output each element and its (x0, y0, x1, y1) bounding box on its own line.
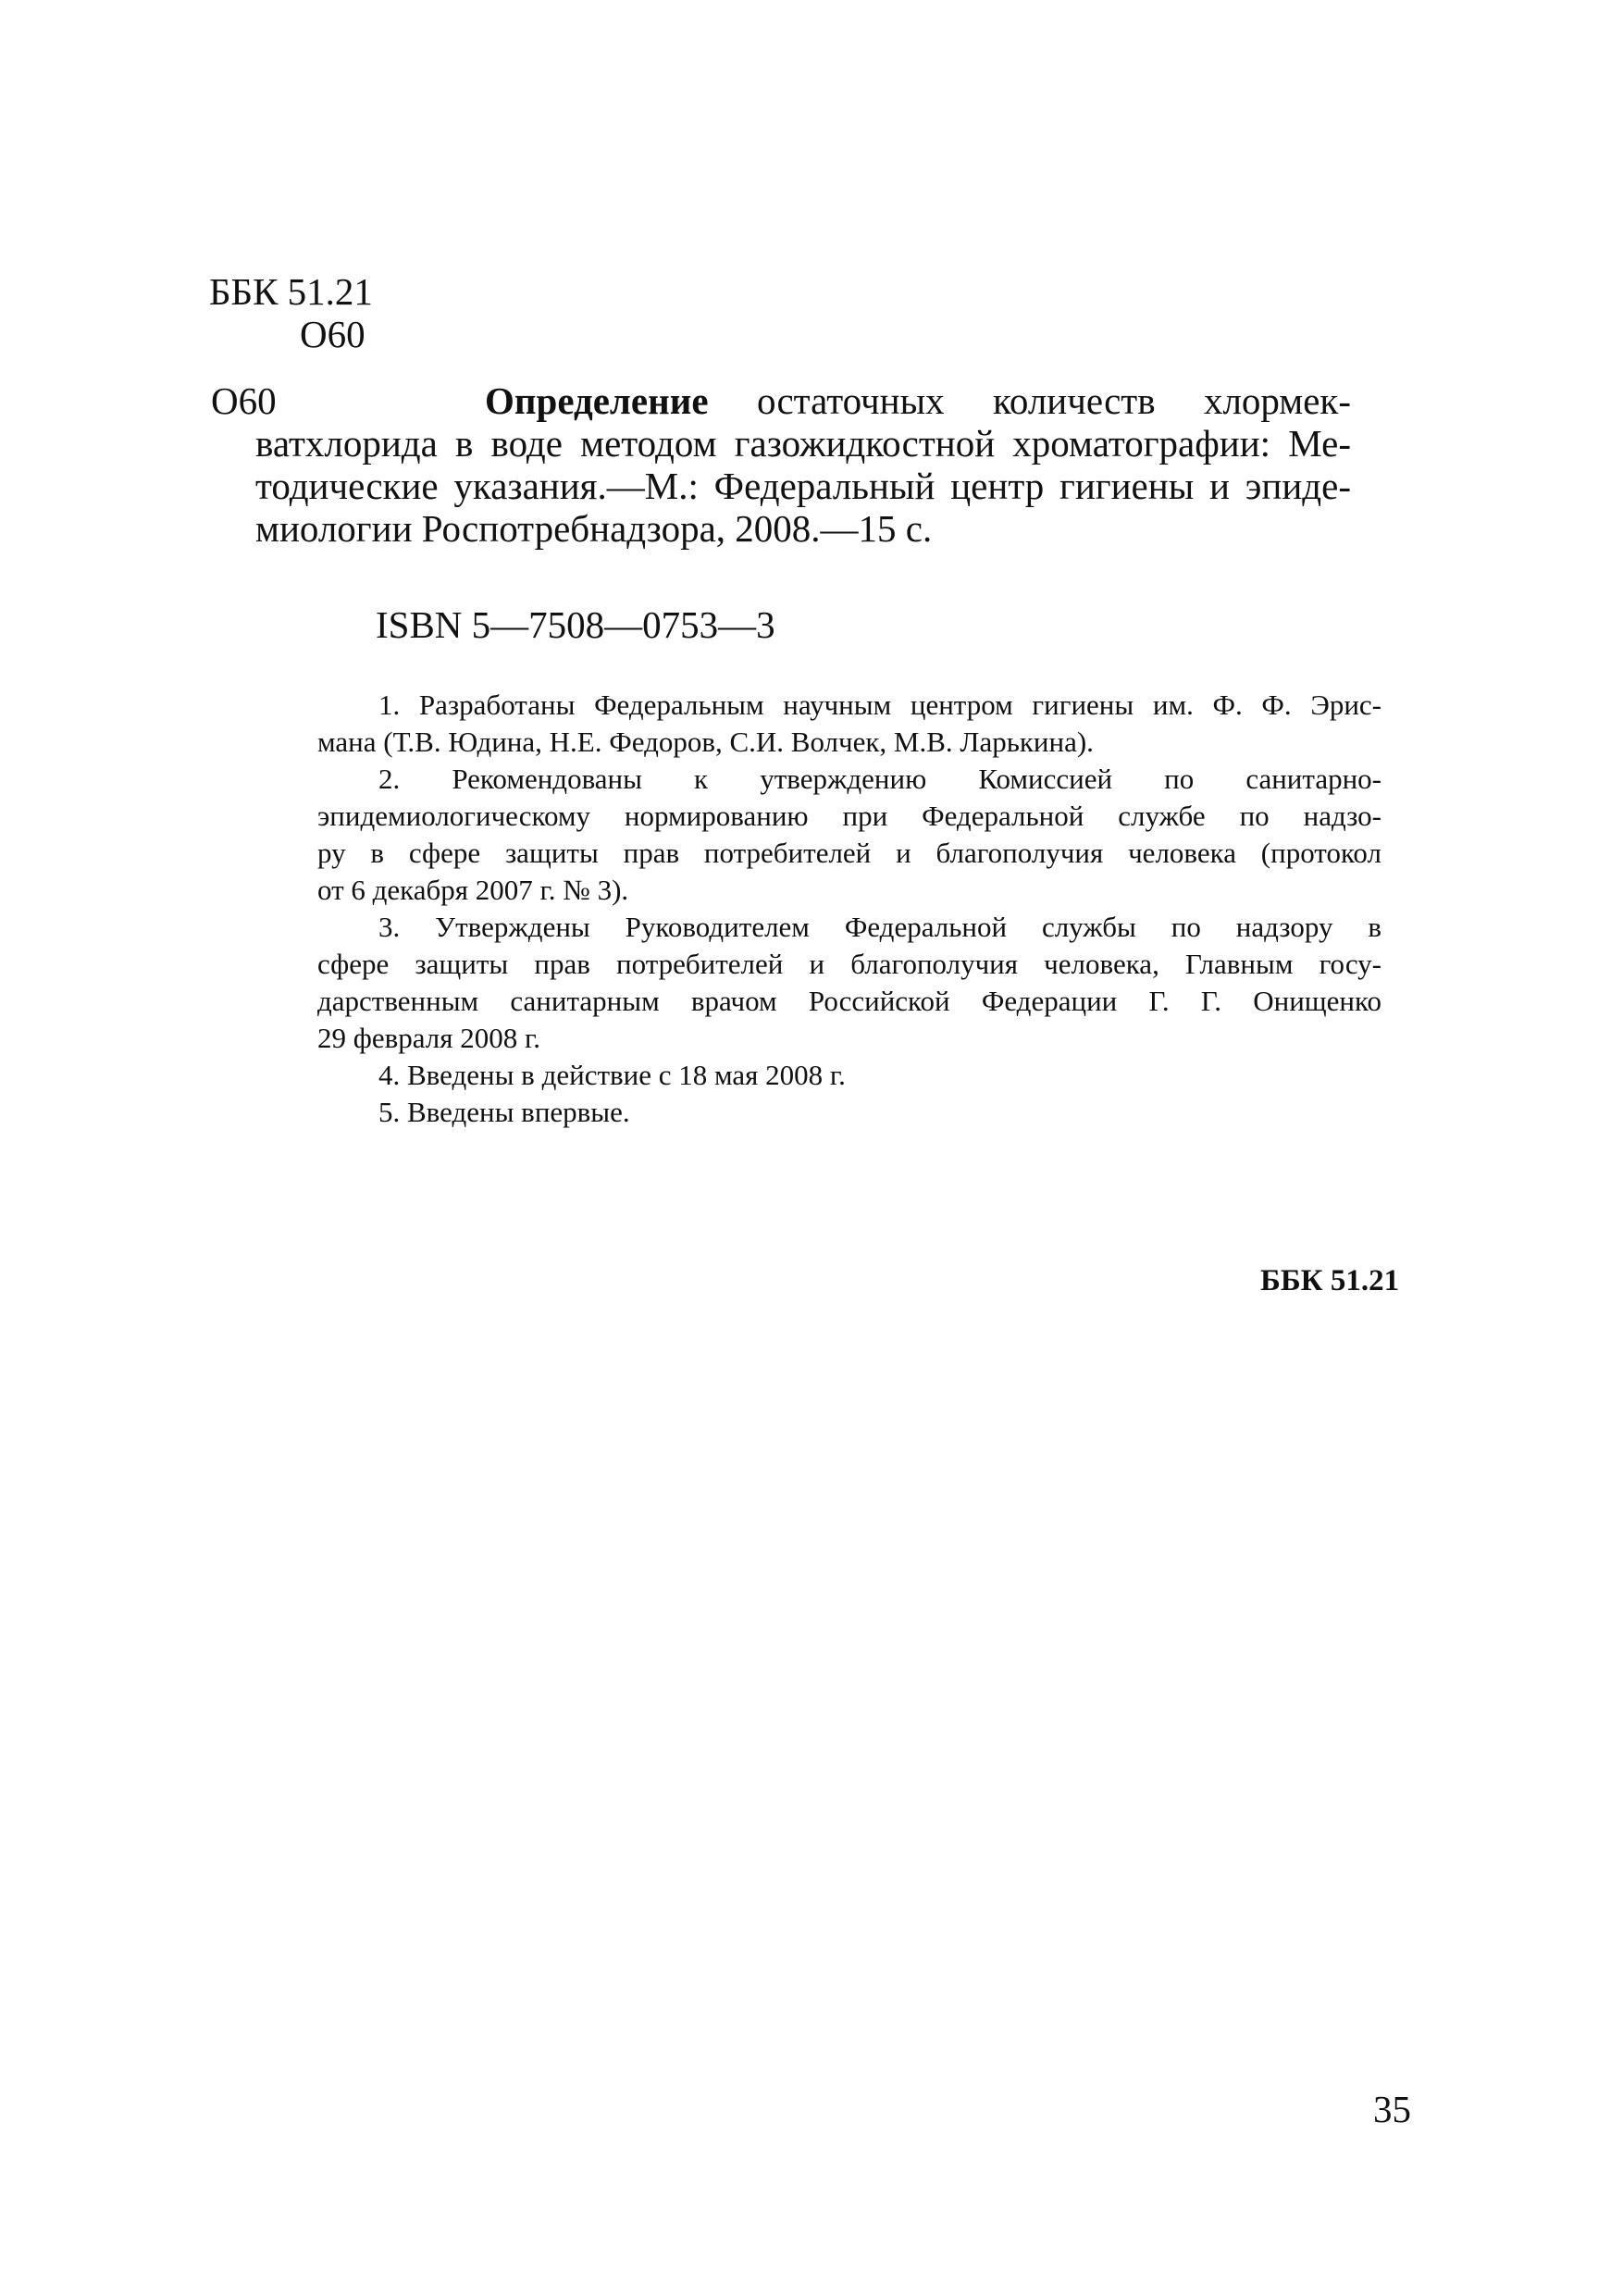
note-line: 5. Введены впервые. (378, 1096, 630, 1128)
citation-author-mark: О60 (211, 379, 277, 422)
bbk-header (209, 270, 373, 355)
note-line: дарственным санитарным врачом Российской Федерации Г. Г. Онищенко (317, 985, 1381, 1017)
citation-title-bold: Определение (485, 379, 709, 422)
note-line: мана (Т.В. Юдина, Н.Е. Федоров, С.И. Волчек, М.В. Ларькина). (317, 726, 1094, 758)
bbk-footer: ББК 51.21 (1260, 1264, 1400, 1297)
note-line: 29 февраля 2008 г. (317, 1022, 540, 1054)
note-2 (317, 761, 1381, 909)
note-1 (317, 687, 1381, 761)
bibliographic-citation (211, 379, 1351, 550)
note-line: 4. Введены в действие с 18 мая 2008 г. (378, 1059, 846, 1091)
author-code: О60 (300, 313, 365, 355)
note-line: ру в сфере защиты прав потребителей и благополучия человека (протокол (317, 837, 1381, 869)
citation-line-3: тодические указания.—М.: Федеральный центр гигиены и эпиде- (255, 465, 1351, 507)
citation-line-4: миологии Роспотребнадзора, 2008.—15 с. (255, 507, 933, 550)
bbk-classification: ББК 51.21 (209, 270, 373, 313)
note-line: эпидемиологическому нормированию при Федеральной службе по надзо- (317, 800, 1381, 832)
isbn: ISBN 5—7508—0753—3 (376, 603, 775, 646)
note-line: 1. Разработаны Федеральным научным центром гигиены им. Ф. Ф. Эрис- (378, 689, 1381, 721)
publication-notes (317, 687, 1381, 1131)
note-line: от 6 декабря 2007 г. № 3). (317, 874, 629, 906)
citation-line-1 (211, 379, 1351, 422)
citation-line-2: ватхлорида в воде методом газожидкостной хроматографии: Ме- (255, 422, 1351, 465)
note-3 (317, 909, 1381, 1057)
note-line: 2. Рекомендованы к утверждению Комиссией по санитарно- (378, 763, 1381, 795)
note-line: 3. Утверждены Руководителем Федеральной службы по надзору в (378, 911, 1381, 943)
citation-line-1-rest: остаточных количеств хлормек- (708, 379, 1351, 422)
note-5 (317, 1094, 1381, 1131)
page-number: 35 (1373, 2088, 1411, 2130)
note-4 (317, 1057, 1381, 1094)
note-line: сфере защиты прав потребителей и благополучия человека, Главным госу- (317, 948, 1381, 980)
